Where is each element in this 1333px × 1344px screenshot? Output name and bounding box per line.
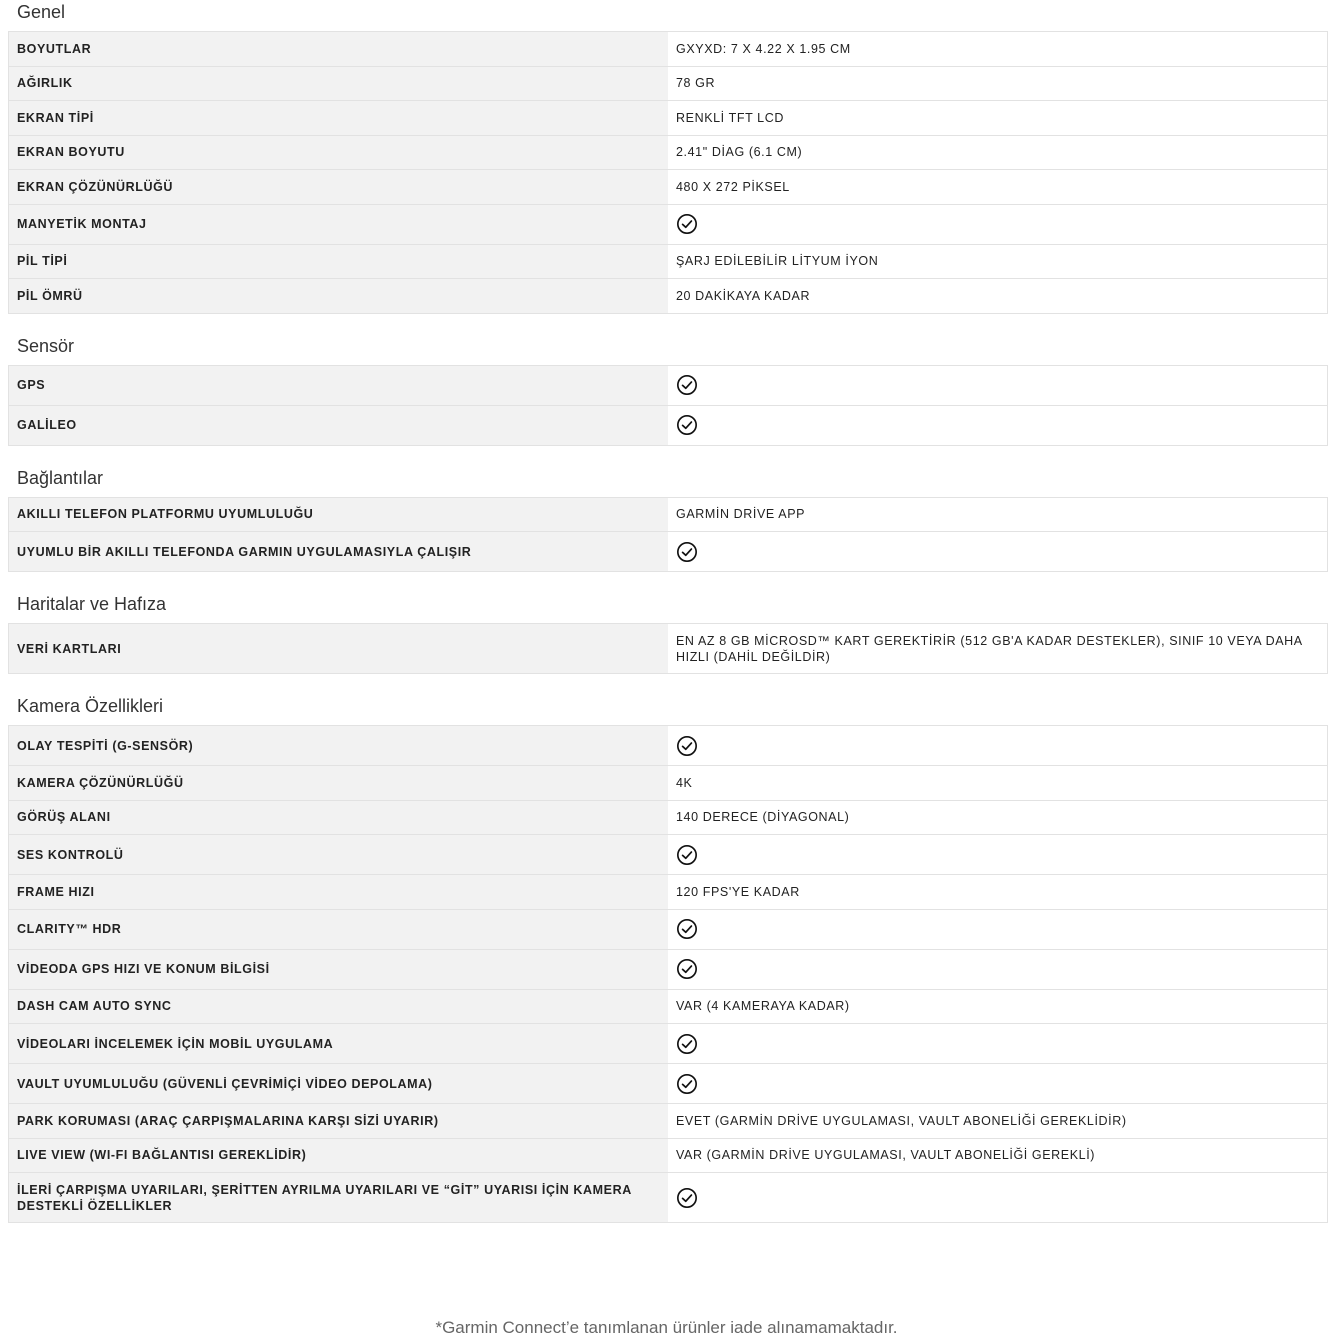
- spec-value: VAR (4 KAMERAYA KADAR): [668, 990, 1327, 1024]
- spec-value: RENKLİ TFT LCD: [668, 101, 1327, 135]
- spec-value: GARMİN DRİVE APP: [668, 498, 1327, 532]
- spec-label: OLAY TESPİTİ (G-SENSÖR): [9, 726, 668, 765]
- spec-row: [9, 101, 1327, 136]
- spec-value: [668, 1173, 1327, 1222]
- spec-row: [9, 245, 1327, 280]
- spec-row: [9, 1024, 1327, 1064]
- section-kamera: [8, 694, 1328, 1223]
- spec-value: [668, 1024, 1327, 1063]
- spec-label: FRAME HIZI: [9, 875, 668, 909]
- spec-row: [9, 67, 1327, 102]
- spec-row: [9, 1139, 1327, 1174]
- spec-label: BOYUTLAR: [9, 32, 668, 66]
- spec-value: [668, 950, 1327, 989]
- spec-row: [9, 835, 1327, 875]
- section-title-sensor: Sensör: [17, 335, 75, 356]
- spec-row: [9, 205, 1327, 245]
- section-title-baglantilar: Bağlantılar: [17, 467, 104, 488]
- section-title-genel: Genel: [17, 2, 66, 22]
- spec-row: [9, 726, 1327, 766]
- spec-label: İLERİ ÇARPIŞMA UYARILARI, ŞERİTTEN AYRILMA UYARILARI VE “GİT” UYARISI İÇİN KAMERA DESTEKLİ ÖZELLİKLER: [9, 1173, 668, 1222]
- check-icon: [676, 414, 698, 436]
- spec-label: AĞIRLIK: [9, 67, 668, 101]
- spec-label: GÖRÜŞ ALANI: [9, 801, 668, 835]
- spec-value: VAR (GARMİN DRİVE UYGULAMASI, VAULT ABONELİĞİ GEREKLİ): [668, 1139, 1327, 1173]
- spec-value: 140 DERECE (DİYAGONAL): [668, 801, 1327, 835]
- spec-value: 78 GR: [668, 67, 1327, 101]
- spec-label: VERİ KARTLARI: [9, 624, 668, 673]
- spec-value: 2.41" DİAG (6.1 CM): [668, 136, 1327, 170]
- check-icon: [676, 918, 698, 940]
- spec-label: AKILLI TELEFON PLATFORMU UYUMLULUĞU: [9, 498, 668, 532]
- spec-value: [668, 366, 1327, 405]
- spec-value: EN AZ 8 GB MİCROSD™ KART GEREKTİRİR (512 GB'A KADAR DESTEKLER), SINIF 10 VEYA DAHA HIZLI (DAHİL DEĞİLDİR): [668, 624, 1327, 673]
- section-haritalar: [8, 592, 1328, 674]
- section-sensor: [8, 334, 1328, 446]
- check-icon: [676, 541, 698, 563]
- spec-row: [9, 1064, 1327, 1104]
- spec-row: [9, 406, 1327, 446]
- spec-value: [668, 835, 1327, 874]
- spec-table-genel: [8, 31, 1328, 314]
- spec-label: GPS: [9, 366, 668, 405]
- spec-row: [9, 910, 1327, 950]
- spec-value: GXYXD: 7 X 4.22 X 1.95 CM: [668, 32, 1327, 66]
- check-icon: [676, 374, 698, 396]
- spec-label: EKRAN ÇÖZÜNÜRLÜĞÜ: [9, 170, 668, 204]
- spec-row: [9, 170, 1327, 205]
- section-title-haritalar: Haritalar ve Hafıza: [17, 594, 167, 614]
- check-icon: [676, 844, 698, 866]
- spec-label: VAULT UYUMLULUĞU (GÜVENLİ ÇEVRİMİÇİ VİDEO DEPOLAMA): [9, 1064, 668, 1103]
- spec-label: GALİLEO: [9, 406, 668, 445]
- spec-row: [9, 766, 1327, 801]
- check-icon: [676, 213, 698, 235]
- check-icon: [676, 958, 698, 980]
- section-genel: [8, 0, 1328, 314]
- spec-value: [668, 1064, 1327, 1103]
- footer-note: *Garmin Connect’e tanımlanan ürünler iade alınamamaktadır.: [435, 1318, 898, 1337]
- spec-table-kamera: [8, 725, 1328, 1223]
- spec-row: [9, 32, 1327, 67]
- spec-table-baglantilar: [8, 497, 1328, 573]
- spec-label: PİL TİPİ: [9, 245, 668, 279]
- spec-row: [9, 1173, 1327, 1223]
- spec-table-sensor: [8, 365, 1328, 446]
- spec-value: [668, 406, 1327, 445]
- spec-row: [9, 136, 1327, 171]
- spec-label: LIVE VIEW (WI-FI BAĞLANTISI GEREKLİDİR): [9, 1139, 668, 1173]
- spec-row: [9, 366, 1327, 406]
- check-icon: [676, 1187, 698, 1209]
- spec-value: EVET (GARMİN DRİVE UYGULAMASI, VAULT ABONELİĞİ GEREKLİDİR): [668, 1104, 1327, 1138]
- spec-label: PARK KORUMASI (ARAÇ ÇARPIŞMALARINA KARŞI SİZİ UYARIR): [9, 1104, 668, 1138]
- check-icon: [676, 1033, 698, 1055]
- section-baglantilar: [8, 466, 1328, 573]
- spec-label: KAMERA ÇÖZÜNÜRLÜĞÜ: [9, 766, 668, 800]
- spec-value: 120 FPS'YE KADAR: [668, 875, 1327, 909]
- spec-row: [9, 875, 1327, 910]
- section-title-kamera: Kamera Özellikleri: [17, 696, 164, 716]
- spec-label: VİDEOLARI İNCELEMEK İÇİN MOBİL UYGULAMA: [9, 1024, 668, 1063]
- spec-list: [8, 0, 1328, 1223]
- check-icon: [676, 735, 698, 757]
- spec-value: 20 DAKİKAYA KADAR: [668, 279, 1327, 313]
- spec-row: [9, 990, 1327, 1025]
- spec-value: [668, 532, 1327, 571]
- spec-row: [9, 801, 1327, 836]
- spec-row: [9, 950, 1327, 990]
- spec-value: 4K: [668, 766, 1327, 800]
- spec-row: [9, 498, 1327, 533]
- spec-value: ŞARJ EDİLEBİLİR LİTYUM İYON: [668, 245, 1327, 279]
- spec-label: EKRAN TİPİ: [9, 101, 668, 135]
- spec-row: [9, 279, 1327, 314]
- spec-label: DASH CAM AUTO SYNC: [9, 990, 668, 1024]
- spec-table-haritalar: [8, 623, 1328, 674]
- check-icon: [676, 1073, 698, 1095]
- spec-row: [9, 624, 1327, 674]
- spec-value: [668, 910, 1327, 949]
- spec-label: SES KONTROLÜ: [9, 835, 668, 874]
- spec-label: PİL ÖMRÜ: [9, 279, 668, 313]
- spec-label: CLARITY™ HDR: [9, 910, 668, 949]
- spec-label: MANYETİK MONTAJ: [9, 205, 668, 244]
- spec-row: [9, 532, 1327, 572]
- spec-value: 480 X 272 PİKSEL: [668, 170, 1327, 204]
- spec-label: VİDEODA GPS HIZI VE KONUM BİLGİSİ: [9, 950, 668, 989]
- spec-value: [668, 726, 1327, 765]
- spec-row: [9, 1104, 1327, 1139]
- spec-value: [668, 205, 1327, 244]
- spec-label: EKRAN BOYUTU: [9, 136, 668, 170]
- spec-label: UYUMLU BİR AKILLI TELEFONDA GARMIN UYGULAMASIYLA ÇALIŞIR: [9, 532, 668, 571]
